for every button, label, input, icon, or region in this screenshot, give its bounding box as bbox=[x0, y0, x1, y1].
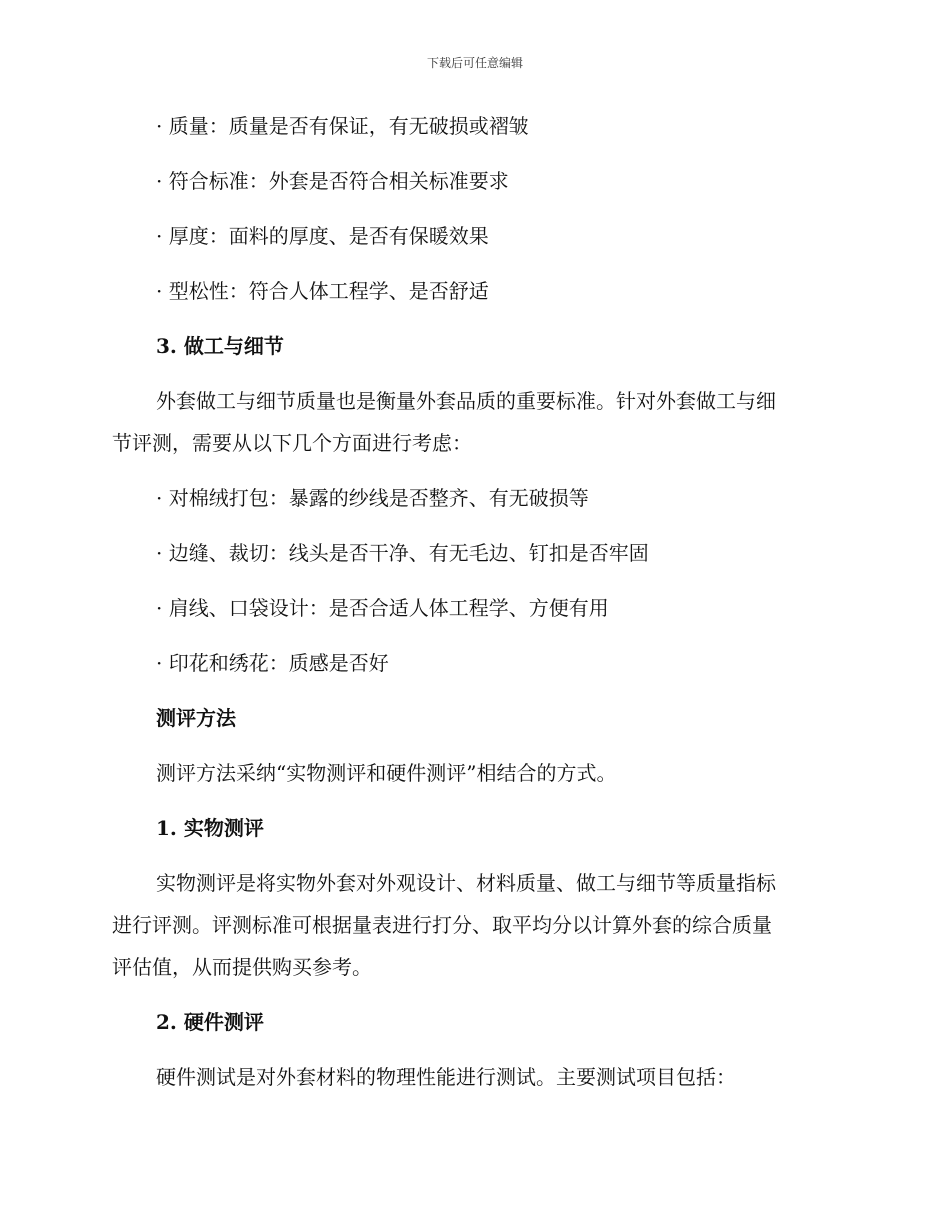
paragraph-line: 实物测评是将实物外套对外观设计、材料质量、做工与细节等质量指标 bbox=[156, 871, 776, 895]
list-item: · 印花和绣花：质感是否好 bbox=[156, 651, 389, 675]
list-item: · 型松性：符合人体工程学、是否舒适 bbox=[156, 279, 489, 303]
paragraph-line: 硬件测试是对外套材料的物理性能进行测试。主要测试项目包括： bbox=[156, 1065, 736, 1089]
section-heading: 1. 实物测评 bbox=[156, 816, 264, 840]
list-item: · 符合标准：外套是否符合相关标准要求 bbox=[156, 169, 509, 193]
paragraph-line: 测评方法采纳“实物测评和硬件测评”相结合的方式。 bbox=[156, 761, 617, 785]
section-heading: 测评方法 bbox=[156, 706, 236, 730]
section-heading: 3. 做工与细节 bbox=[156, 334, 284, 358]
list-item: · 厚度：面料的厚度、是否有保暖效果 bbox=[156, 224, 489, 248]
paragraph-line: 评估值，从而提供购买参考。 bbox=[112, 955, 372, 979]
section-heading: 2. 硬件测评 bbox=[156, 1010, 264, 1034]
list-item: · 边缝、裁切：线头是否干净、有无毛边、钉扣是否牢固 bbox=[156, 541, 649, 565]
paragraph-line: 节评测，需要从以下几个方面进行考虑： bbox=[112, 431, 472, 455]
paragraph-line: 进行评测。评测标准可根据量表进行打分、取平均分以计算外套的综合质量 bbox=[112, 913, 772, 937]
list-item: · 质量：质量是否有保证，有无破损或褶皱 bbox=[156, 114, 529, 138]
paragraph-line: 外套做工与细节质量也是衡量外套品质的重要标准。针对外套做工与细 bbox=[156, 389, 776, 413]
list-item: · 对棉绒打包：暴露的纱线是否整齐、有无破损等 bbox=[156, 486, 589, 510]
page-header-note: 下载后可任意编辑 bbox=[426, 56, 523, 70]
list-item: · 肩线、口袋设计：是否合适人体工程学、方便有用 bbox=[156, 596, 609, 620]
